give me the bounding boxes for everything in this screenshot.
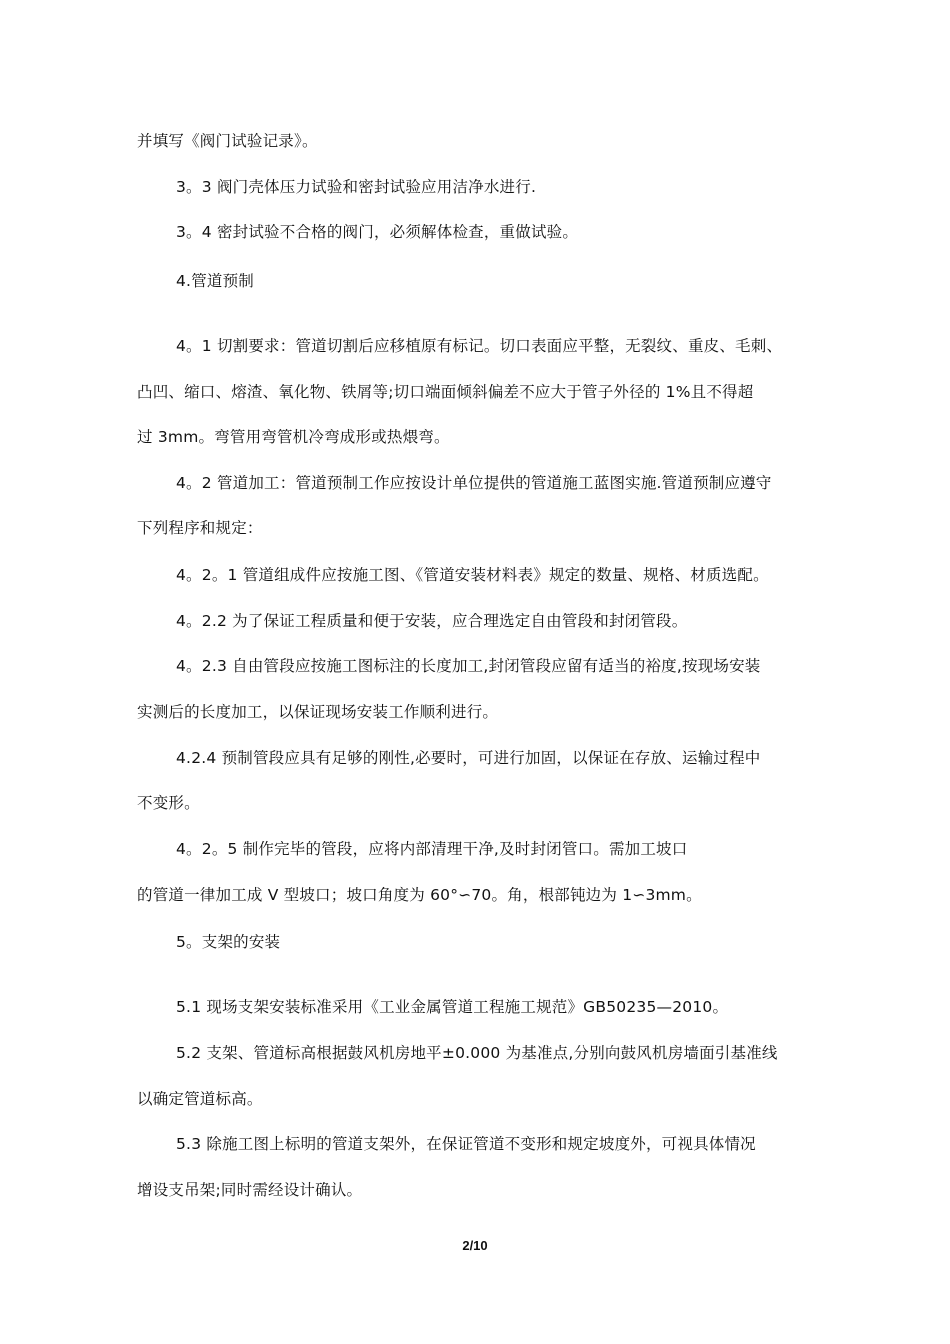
text-line: 5.2 支架、管道标高根据鼓风机房地平±0.000 为基准点,分别向鼓风机房墙面引基准线 [176,1044,778,1062]
text-line: 不变形。 [137,794,200,812]
text-line: 4。1 切割要求：管道切割后应移植原有标记。切口表面应平整，无裂纹、重皮、毛刺、 [176,337,783,355]
page-number: 2/10 [462,1238,488,1253]
text-line: 4。2.3 自由管段应按施工图标注的长度加工,封闭管段应留有适当的裕度,按现场安装 [176,657,761,675]
text-line: 4。2.2 为了保证工程质量和便于安装，应合理选定自由管段和封闭管段。 [176,612,688,630]
text-line: 实测后的长度加工，以保证现场安装工作顺利进行。 [137,703,499,721]
text-line: 以确定管道标高。 [137,1090,263,1108]
section-heading: 4.管道预制 [176,272,254,290]
text-line: 增设支吊架;同时需经设计确认。 [137,1181,363,1199]
text-line: 并填写《阀门试验记录》。 [137,132,318,150]
text-line: 凸凹、缩口、熔渣、氧化物、铁屑等;切口端面倾斜偏差不应大于管子外径的 1%且不得超 [137,383,754,401]
text-line: 过 3mm。弯管用弯管机冷弯成形或热煨弯。 [137,428,450,446]
text-line: 的管道一律加工成 V 型坡口；坡口角度为 60°∽70。角，根部钝边为 1∽3mm。 [137,886,702,904]
text-line: 4.2.4 预制管段应具有足够的刚性,必要时，可进行加固，以保证在存放、运输过程中 [176,749,761,767]
text-line: 4。2。1 管道组成件应按施工图、《管道安装材料表》规定的数量、规格、材质选配。 [176,566,769,584]
text-line: 5.1 现场支架安装标准采用《工业金属管道工程施工规范》GB50235—2010。 [176,998,729,1016]
text-line: 3。3 阀门壳体压力试验和密封试验应用洁净水进行. [176,178,537,196]
text-line: 4。2 管道加工：管道预制工作应按设计单位提供的管道施工蓝图实施.管道预制应遵守 [176,474,772,492]
text-line: 5.3 除施工图上标明的管道支架外，在保证管道不变形和规定坡度外，可视具体情况 [176,1135,756,1153]
text-line: 下列程序和规定： [137,519,263,537]
section-heading: 5。支架的安装 [176,933,281,951]
text-line: 3。4 密封试验不合格的阀门，必须解体检查，重做试验。 [176,223,579,241]
text-line: 4。2。5 制作完毕的管段，应将内部清理干净,及时封闭管口。需加工坡口 [176,840,688,858]
